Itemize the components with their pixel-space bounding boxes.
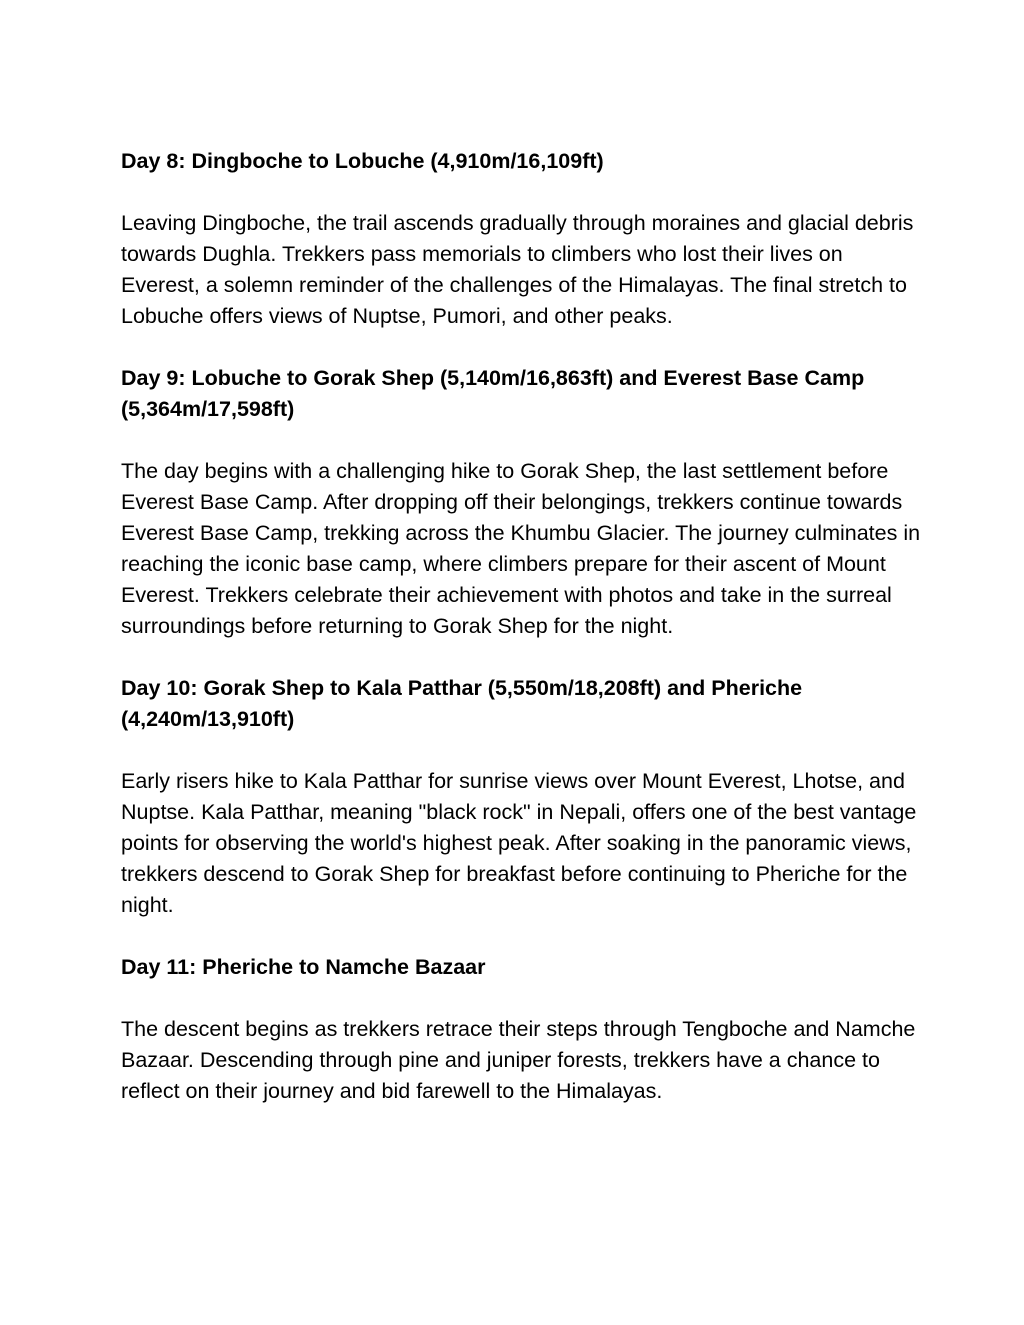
day-10-heading: Day 10: Gorak Shep to Kala Patthar (5,550m/18,208ft) and Pheriche (4,240m/13,910ft) <box>121 676 803 731</box>
day-11-heading: Day 11: Pheriche to Namche Bazaar <box>121 955 486 979</box>
day-11-paragraph: The descent begins as trekkers retrace their steps through Tengboche and Namche Bazaar. Descending through pine and juniper forests, trekkers have a chance to reflect on their journey and bid farewell to the Himalayas. <box>121 1017 916 1103</box>
document-page <box>121 146 921 1107</box>
day-9-paragraph: The day begins with a challenging hike to Gorak Shep, the last settlement before Everest Base Camp. After dropping off their belongings, trekkers continue towards Everest Base Camp, trekking across the Khumbu Glacier. The journey culminates in reaching the iconic base camp, where climbers prepare for their ascent of Mount Everest. Trekkers celebrate their achievement with photos and take in the surreal surroundings before returning to Gorak Shep for the night. <box>121 459 921 638</box>
day-8-heading: Day 8: Dingboche to Lobuche (4,910m/16,109ft) <box>121 149 604 173</box>
day-10-paragraph: Early risers hike to Kala Patthar for sunrise views over Mount Everest, Lhotse, and Nuptse. Kala Patthar, meaning "black rock" in Nepali, offers one of the best vantage points for observing the world's highest peak. After soaking in the panoramic views, trekkers descend to Gorak Shep for breakfast before continuing to Pheriche for the night. <box>121 769 917 917</box>
day-8-paragraph: Leaving Dingboche, the trail ascends gradually through moraines and glacial debris towards Dughla. Trekkers pass memorials to climbers who lost their lives on Everest, a solemn reminder of the challenges of the Himalayas. The final stretch to Lobuche offers views of Nuptse, Pumori, and other peaks. <box>121 211 914 328</box>
day-9-heading: Day 9: Lobuche to Gorak Shep (5,140m/16,863ft) and Everest Base Camp (5,364m/17,598ft) <box>121 366 865 421</box>
